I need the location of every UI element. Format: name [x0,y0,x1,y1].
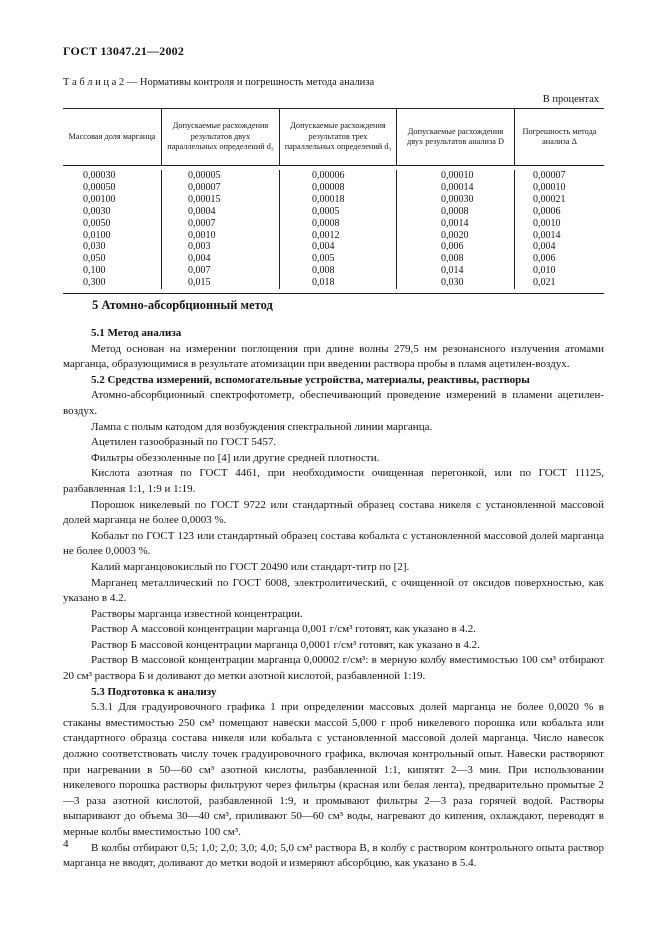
table-column [162,170,280,289]
column-header: Погрешность метода анализа Δ [522,126,597,146]
table-cell: 0,003 [188,241,211,253]
paragraph: Порошок никелевый по ГОСТ 9722 или стандартный образец состава никеля с установленной массовой долей марганца не более 0,0003 %. [63,498,604,527]
table-cell: 0,030 [83,241,106,253]
table-cell: 0,00050 [83,181,116,193]
table-cell: 0,00030 [441,193,474,205]
table-cell: 0,0014 [533,229,561,241]
table-cell: 0,0020 [441,229,469,241]
table-cell: 0,300 [83,277,106,289]
table-cell: 0,004 [312,241,335,253]
table-cell: 0,00007 [188,181,221,193]
paragraph: Кобальт по ГОСТ 123 или стандартный образец состава кобальта с установленной массовой долей марганца не более 0,0003 %. [63,529,604,558]
paragraph: Растворы марганца известной концентрации. [91,607,303,620]
paragraph: Фильтры обеззоленные по [4] или другие средней плотности. [91,451,380,464]
table-header-row [63,109,604,166]
table-cell: 0,0010 [533,217,561,229]
paragraph: Раствор А массовой концентрации марганца 0,001 г/см³ готовят, как указано в 4.2. [91,623,476,636]
table-cell: 0,0030 [83,205,111,217]
table-column [63,170,162,289]
table-cell: 0,00018 [312,193,345,205]
column-header: Массовая доля марганца [63,109,162,165]
table-cell: 0,100 [83,265,106,277]
column-header: Допускаемые расхождения двух результатов анализа D [397,109,515,165]
table-cell: 0,00007 [533,170,566,181]
paragraph: Раствор Б массовой концентрации марганца 0,0001 г/см³ готовят, как указано в 4.2. [91,638,480,651]
paragraph-group [63,388,604,684]
table-cell: 0,014 [441,265,464,277]
subsection-title: 5.2 Средства измерений, вспомогательные устройства, материалы, реактивы, растворы [91,373,530,386]
table-cell: 0,00021 [533,193,566,205]
paragraph: Ацетилен газообразный по ГОСТ 5457. [91,436,277,449]
paragraph: Марганец металлический по ГОСТ 6008, электролитический, с очищенной от оксидов поверхностью, как указано в 4.2. [63,576,604,605]
table-cell: 0,0004 [188,205,216,217]
table-cell: 0,0006 [533,205,561,217]
subsection-title: 5.3 Подготовка к анализу [91,685,217,698]
column-header: Допускаемые расхождения результатов трех параллельных определений d₃ [280,109,397,165]
table-cell: 0,00005 [188,170,221,181]
table-cell: 0,0100 [83,229,111,241]
table-cell: 0,008 [312,265,335,277]
table-column [515,170,604,289]
paragraph: Атомно-абсорбционный спектрофотометр, обеспечивающий проведение измерений в пламени ацетилен-воздух. [63,389,604,417]
table-cell: 0,018 [312,277,335,289]
table-cell: 0,0012 [312,229,340,241]
table-cell: 0,030 [441,277,464,289]
document-header: ГОСТ 13047.21—2002 [63,44,185,58]
paragraph: Метод основан на измерении поглощения при длине волны 279,5 нм резонансного излучения атомами марганца, образующимися в результате атомизации при введении раствора пробы в пламя ацетилен-воздух. [63,342,604,371]
paragraph: Кислота азотная по ГОСТ 4461, при необходимости очищенная перегонкой, или по ГОСТ 11125, разбавленная 1:1, 1:9 и 1:19. [63,467,604,495]
paragraph: В колбы отбирают 0,5; 1,0; 2,0; 3,0; 4,0; 5,0 см³ раствора В, в колбу с раствором контрольного опыта раствор марганца не вводят, доливают до метки водой и измеряют абсорбцию, как указано в 5.4. [63,841,604,870]
table-cell: 0,050 [83,253,106,265]
column-header: Допускаемые расхождения результатов двух параллельных определений d₂ [162,109,280,165]
table-cell: 0,00008 [312,181,345,193]
table-cell: 0,0008 [312,217,340,229]
paragraph: Раствор В массовой концентрации марганца 0,00002 г/см³: в мерную колбу вместимостью 100 см³ отбирают 20 см³ раствора Б и доливают до метки азотной кислотой, разбавленной 1:19. [63,654,604,683]
table-cell: 0,005 [312,253,335,265]
table-units: В процентах [542,94,599,105]
table-cell: 0,004 [188,253,211,265]
table-cell: 0,0005 [312,205,340,217]
table-cell: 0,00100 [83,193,116,205]
section-body [63,320,604,872]
norms-table [63,108,604,294]
table-cell: 0,008 [441,253,464,265]
table-cell: 0,0008 [441,205,469,217]
table-cell: 0,0050 [83,217,111,229]
table-column [280,170,397,289]
table-cell: 0,00010 [441,170,474,181]
paragraph: 5.3.1 Для градуировочного графика 1 при определении массовых долей марганца не более 0,0020 % в стаканы вместимостью 250 см³ помещают навески массой 5,000 г проб никелевого порошка или кобальта или стандартного образца состава никеля или кобальта с установленной массовой долей марганца. Число навесок должно соответствовать числу точек градуировочного графика, включая контрольный опыт. Навески растворяют при нагревании в 50—60 см³ азотной кислоты, разбавленной 1:1, кипятят 2—3 мин. При использовании никелевого порошка растворы фильтруют через фильтры (красная или белая лента), предварительно промытые 2—3 раза азотной кислотой, разбавленной 1:9, и промывают фильтры 2—3 раза горячей водой. Растворы выпаривают до объема 30—40 см³, приливают 50—60 см³ воды, нагревают до кипения, охлаждают, переводят в мерные колбы вместимостью 100 см³. [63,701,604,838]
section-title: 5 Атомно-абсорбционный метод [92,298,273,312]
table-cell: 0,0010 [188,229,216,241]
table-cell: 0,00030 [83,170,116,181]
table-cell: 0,0014 [441,217,469,229]
table-cell: 0,00014 [441,181,474,193]
paragraph-group [63,700,604,872]
table-cell: 0,006 [441,241,464,253]
table-cell: 0,0007 [188,217,216,229]
table-cell: 0,015 [188,277,211,289]
table-column [397,170,515,289]
paragraph: Калий марганцовокислый по ГОСТ 20490 или стандарт-титр по [2]. [91,560,410,573]
paragraph: Лампа с полым катодом для возбуждения спектральной линии марганца. [91,420,433,433]
table-cell: 0,021 [533,277,556,289]
subsection-title: 5.1 Метод анализа [91,327,182,339]
table-cell: 0,00006 [312,170,345,181]
page-number: 4 [63,838,69,850]
table-cell: 0,00015 [188,193,221,205]
table-cell: 0,006 [533,253,556,265]
table-body [63,166,604,293]
table-cell: 0,004 [533,241,556,253]
table-cell: 0,010 [533,265,556,277]
table-cell: 0,007 [188,265,211,277]
table-cell: 0,00010 [533,181,566,193]
table-caption: Т а б л и ц а 2 — Нормативы контроля и погрешность метода анализа [63,77,375,88]
